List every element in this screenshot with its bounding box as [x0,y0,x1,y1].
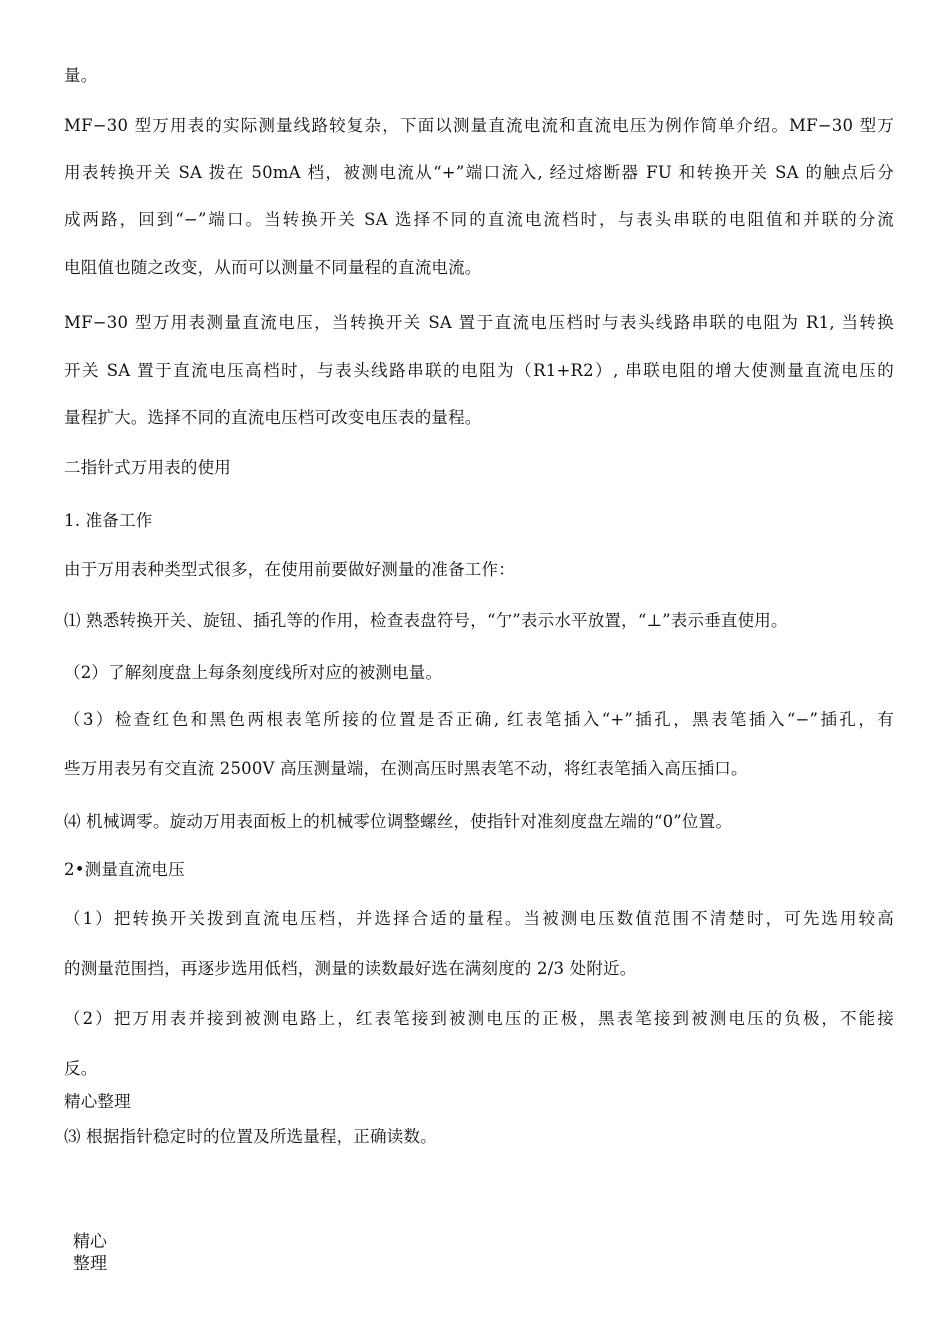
text-line: 用表转换开关 SA 拨在 50mA 档，被测电流从“+”端口流入, 经过熔断器 FU 和转换开关 SA 的触点后分 [64,163,894,182]
subsection-heading: 2•测量直流电压 [64,860,185,879]
text-line: 的测量范围挡，再逐步选用低档，测量的读数最好选在满刻度的 2/3 处附近。 [64,959,637,978]
subsection-heading: 1. 准备工作 [64,511,153,530]
list-item: （1）把转换开关拨到直流电压档，并选择合适的量程。当被测电压数值范围不清楚时，可先选用较高 [64,909,894,928]
text-line: 量。 [64,66,98,85]
text-line: 些万用表另有交直流 2500V 高压测量端，在测高压时黑表笔不动，将红表笔插入高压插口。 [64,759,748,778]
text-line: 电阻值也随之改变，从而可以测量不同量程的直流电流。 [64,258,482,277]
text-line: 成两路，回到“−”端口。当转换开关 SA 选择不同的直流电流档时，与表头串联的电阻值和并联的分流 [64,210,894,229]
list-item: ⑷ 机械调零。旋动万用表面板上的机械零位调整螺丝，使指针对准刻度盘左端的“0”位置。 [64,812,733,831]
text-line: 量程扩大。选择不同的直流电压档可改变电压表的量程。 [64,408,482,427]
text-line: MF−30 型万用表测量直流电压，当转换开关 SA 置于直流电压档时与表头线路串联的电阻为 R1, 当转换 [64,313,894,332]
text-line: 开关 SA 置于直流电压高档时，与表头线路串联的电阻为（R1+R2）, 串联电阻的增大使测量直流电压的 [64,361,894,380]
text-line: 反。 [64,1059,98,1078]
list-item: （2）了解刻度盘上每条刻度线所对应的被测电量。 [64,663,443,682]
list-item: （2）把万用表并接到被测电路上，红表笔接到被测电压的正极，黑表笔接到被测电压的负极，不能接 [64,1009,894,1028]
watermark-text: 精心整理 [64,1092,131,1111]
footer-mark-line1: 精心 [73,1232,107,1252]
list-item: ⑶ 根据指针稳定时的位置及所选量程，正确读数。 [64,1127,437,1146]
list-item: （3）检查红色和黑色两根表笔所接的位置是否正确, 红表笔插入“+”插孔，黑表笔插入“−”插孔，有 [64,710,894,729]
footer-mark-line2: 整理 [73,1254,107,1274]
text-line: 由于万用表种类型式很多，在使用前要做好测量的准备工作： [64,560,515,579]
list-item: ⑴ 熟悉转换开关、旋钮、插孔等的作用，检查表盘符号，“亇”表示水平放置，“⊥”表示垂直使用。 [64,611,788,630]
text-line: MF−30 型万用表的实际测量线路较复杂，下面以测量直流电流和直流电压为例作简单介绍。MF−30 型万 [64,116,894,135]
section-heading: 二指针式万用表的使用 [64,458,231,477]
